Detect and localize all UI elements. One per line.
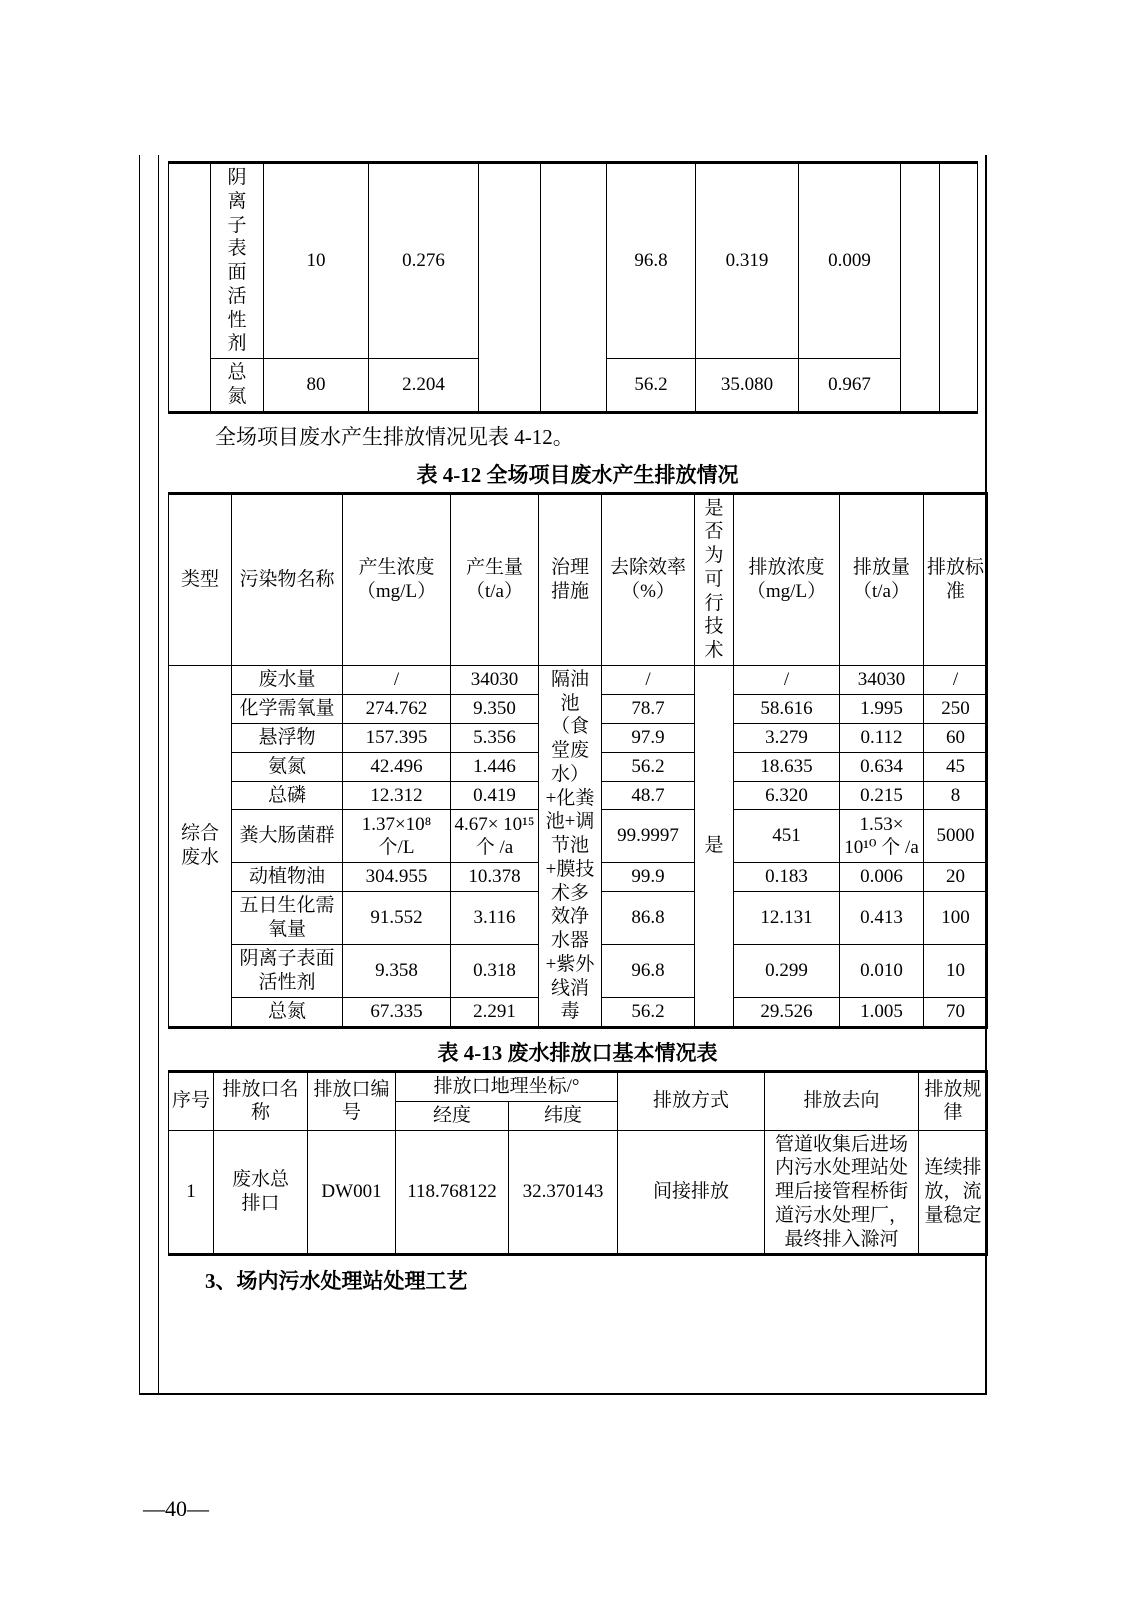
cell-standard: 20 xyxy=(924,863,988,892)
cell-standard: 10 xyxy=(924,945,988,998)
cell-value: 35.080 xyxy=(696,359,799,413)
cell-seq: 1 xyxy=(169,1130,214,1255)
cell-latitude: 32.370143 xyxy=(509,1130,618,1255)
cell-removal: 48.7 xyxy=(602,781,695,810)
cell-value: 0.276 xyxy=(369,163,479,359)
cell-type-empty xyxy=(169,163,211,413)
cell-pollutant: 粪大肠菌群 xyxy=(232,810,343,863)
cell-standard: 8 xyxy=(924,781,988,810)
cell-empty xyxy=(901,163,940,413)
table-row xyxy=(169,1130,988,1255)
cell-outlet-code: DW001 xyxy=(308,1130,396,1255)
header-dis-amount: 排放量（t/a） xyxy=(840,493,924,665)
section-heading: 3、场内污水处理站处理工艺 xyxy=(205,1269,468,1294)
cell-gen-amount: 1.446 xyxy=(451,752,539,781)
cell-destination: 管道收集后进场内污水处理站处理后接管程桥街道污水处理厂，最终排入滁河 xyxy=(765,1130,919,1255)
header-standard: 排放标准 xyxy=(924,493,988,665)
cell-standard: 250 xyxy=(924,694,988,723)
cell-pollutant: 总磷 xyxy=(232,781,343,810)
cell-gen-amount: 0.419 xyxy=(451,781,539,810)
cell-gen-conc: 42.496 xyxy=(343,752,451,781)
cell-pollutant: 化学需氧量 xyxy=(232,694,343,723)
cell-gen-conc: 304.955 xyxy=(343,863,451,892)
cell-gen-conc: 157.395 xyxy=(343,723,451,752)
cell-value: 0.009 xyxy=(799,163,901,359)
header-latitude: 纬度 xyxy=(509,1101,618,1130)
header-outlet-code: 排放口编号 xyxy=(308,1072,396,1131)
cell-standard: 5000 xyxy=(924,810,988,863)
cell-dis-amount: 0.634 xyxy=(840,752,924,781)
cell-gen-amount: 9.350 xyxy=(451,694,539,723)
header-coordinates: 排放口地理坐标/° xyxy=(396,1072,618,1102)
header-feasible xyxy=(695,493,734,665)
cell-dis-amount: 34030 xyxy=(840,665,924,694)
cell-standard: / xyxy=(924,665,988,694)
cell-empty xyxy=(479,163,541,413)
cell-gen-amount: 0.318 xyxy=(451,945,539,998)
cell-gen-conc: 1.37×10⁸ 个/L xyxy=(343,810,451,863)
cell-dis-conc: 18.635 xyxy=(734,752,840,781)
cell-removal: 56.2 xyxy=(602,752,695,781)
cell-standard: 100 xyxy=(924,892,988,945)
cell-pollutant: 总氮 xyxy=(232,997,343,1027)
cell-gen-amount: 4.67× 10¹⁵ 个 /a xyxy=(451,810,539,863)
cell-gen-conc: 12.312 xyxy=(343,781,451,810)
cell-empty xyxy=(940,163,978,413)
cell-dis-conc: 58.616 xyxy=(734,694,840,723)
vertical-text: 阴离子表面活性剂 xyxy=(227,167,247,355)
header-dis-conc: 排放浓度（mg/L） xyxy=(734,493,840,665)
cell-pollutant: 阴离子表面活性剂 xyxy=(232,945,343,998)
cell-pollutant: 废水量 xyxy=(232,665,343,694)
cell-dis-conc: 12.131 xyxy=(734,892,840,945)
table-row xyxy=(169,665,988,694)
form-inner-border xyxy=(158,155,985,1393)
header-gen-conc: 产生浓度（mg/L） xyxy=(343,493,451,665)
cell-gen-amount: 34030 xyxy=(451,665,539,694)
cell-empty xyxy=(541,163,607,413)
header-treatment: 治理措施 xyxy=(539,493,602,665)
header-longitude: 经度 xyxy=(396,1101,509,1130)
cell-dis-conc: 3.279 xyxy=(734,723,840,752)
header-row xyxy=(169,493,988,665)
cell-method: 间接排放 xyxy=(618,1130,765,1255)
cell-value: 2.204 xyxy=(369,359,479,413)
header-method: 排放方式 xyxy=(618,1072,765,1131)
cell-gen-conc: 9.358 xyxy=(343,945,451,998)
table-4-12-title: 表 4-12 全场项目废水产生排放情况 xyxy=(416,462,739,487)
cell-value: 0.967 xyxy=(799,359,901,413)
cell-dis-amount: 1.53× 10¹⁰ 个 /a xyxy=(840,810,924,863)
cell-pollutant: 悬浮物 xyxy=(232,723,343,752)
cell-dis-conc: / xyxy=(734,665,840,694)
page-number: —40— xyxy=(143,1496,209,1521)
cell-gen-conc: 274.762 xyxy=(343,694,451,723)
form-frame xyxy=(139,155,987,1395)
cell-dis-conc: 29.526 xyxy=(734,997,840,1027)
cell-gen-amount: 5.356 xyxy=(451,723,539,752)
table-4-12 xyxy=(168,492,988,1030)
type-text: 综合废水 xyxy=(180,823,219,868)
cell-gen-conc: / xyxy=(343,665,451,694)
cell-standard: 70 xyxy=(924,997,988,1027)
cell-dis-amount: 0.215 xyxy=(840,781,924,810)
cell-removal: 99.9997 xyxy=(602,810,695,863)
table-4-13 xyxy=(168,1070,988,1256)
cell-dis-conc: 451 xyxy=(734,810,840,863)
header-destination: 排放去向 xyxy=(765,1072,919,1131)
outlet-name-text: 废水总排口 xyxy=(231,1169,289,1214)
cell-removal: 97.9 xyxy=(602,723,695,752)
vertical-text: 总氮 xyxy=(227,362,247,407)
cell-value: 80 xyxy=(264,359,369,413)
header-pattern: 排放规律 xyxy=(919,1072,988,1131)
cell-pollutant: 氨氮 xyxy=(232,752,343,781)
cell-value: 10 xyxy=(264,163,369,359)
cell-pollutant xyxy=(211,359,264,413)
cell-removal: 96.8 xyxy=(602,945,695,998)
cell-type xyxy=(169,665,232,1027)
cell-value: 56.2 xyxy=(607,359,696,413)
header-outlet-name: 排放口名称 xyxy=(214,1072,308,1131)
cell-dis-conc: 0.299 xyxy=(734,945,840,998)
cell-removal: / xyxy=(602,665,695,694)
cell-dis-amount: 0.112 xyxy=(840,723,924,752)
header-pollutant: 污染物名称 xyxy=(232,493,343,665)
cell-removal: 99.9 xyxy=(602,863,695,892)
cell-dis-amount: 1.005 xyxy=(840,997,924,1027)
table-row xyxy=(169,163,978,359)
cell-removal: 78.7 xyxy=(602,694,695,723)
cell-pollutant: 五日生化需氧量 xyxy=(232,892,343,945)
cell-dis-amount: 1.995 xyxy=(840,694,924,723)
intro-paragraph: 全场项目废水产生排放情况见表 4-12。 xyxy=(215,424,574,449)
cell-value: 96.8 xyxy=(607,163,696,359)
cell-dis-conc: 0.183 xyxy=(734,863,840,892)
cell-longitude: 118.768122 xyxy=(396,1130,509,1255)
cell-outlet-name xyxy=(214,1130,308,1255)
cell-dis-amount: 0.010 xyxy=(840,945,924,998)
continuation-table xyxy=(168,161,978,414)
cell-value: 0.319 xyxy=(696,163,799,359)
cell-dis-amount: 0.413 xyxy=(840,892,924,945)
cell-pollutant xyxy=(211,163,264,359)
cell-standard: 60 xyxy=(924,723,988,752)
cell-dis-amount: 0.006 xyxy=(840,863,924,892)
cell-treatment: 隔油池（食堂废水）+化粪池+调节池+膜技术多效净水器+紫外线消毒 xyxy=(539,665,602,1027)
cell-gen-conc: 67.335 xyxy=(343,997,451,1027)
cell-dis-conc: 6.320 xyxy=(734,781,840,810)
cell-gen-amount: 3.116 xyxy=(451,892,539,945)
vertical-text: 是否为可行技术 xyxy=(704,497,724,661)
cell-gen-amount: 10.378 xyxy=(451,863,539,892)
cell-pollutant: 动植物油 xyxy=(232,863,343,892)
header-seq: 序号 xyxy=(169,1072,214,1131)
cell-feasible: 是 xyxy=(695,665,734,1027)
cell-gen-amount: 2.291 xyxy=(451,997,539,1027)
table-4-13-title: 表 4-13 废水排放口基本情况表 xyxy=(437,1041,718,1065)
cell-removal: 56.2 xyxy=(602,997,695,1027)
header-row xyxy=(169,1072,988,1102)
header-gen-amount: 产生量（t/a） xyxy=(451,493,539,665)
header-type: 类型 xyxy=(169,493,232,665)
header-removal: 去除效率（%） xyxy=(602,493,695,665)
cell-gen-conc: 91.552 xyxy=(343,892,451,945)
cell-pattern: 连续排放，流量稳定 xyxy=(919,1130,988,1255)
cell-standard: 45 xyxy=(924,752,988,781)
cell-removal: 86.8 xyxy=(602,892,695,945)
